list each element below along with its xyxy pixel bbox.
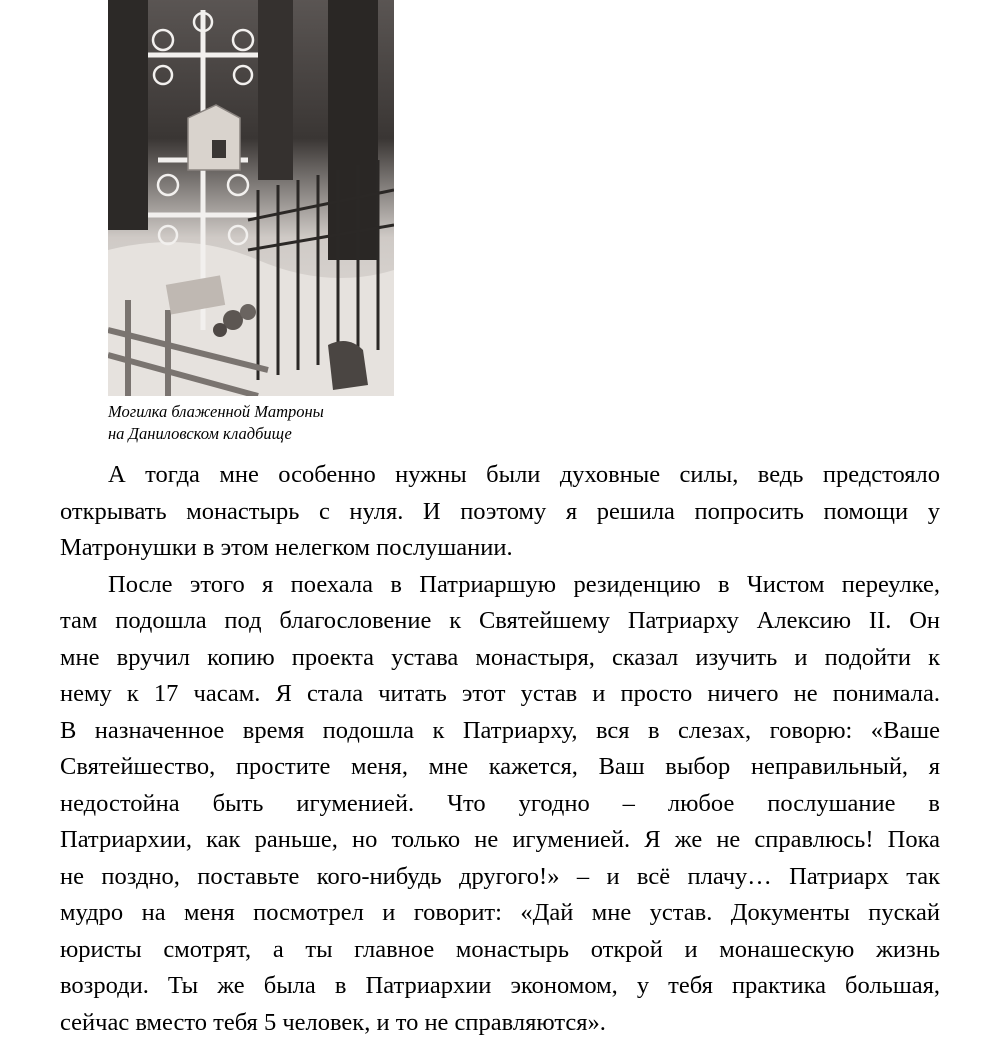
text-line: возроди. Ты же была в Патриархии экономом, у тебя практика большая, bbox=[60, 968, 940, 1005]
text-line: сейчас вместо тебя 5 человек, и то не справляются». bbox=[60, 1005, 940, 1041]
text-line: Патриархии, как раньше, но только не игуменией. Я же не справлюсь! Пока bbox=[60, 822, 940, 859]
text-line: А тогда мне особенно нужны были духовные силы, ведь предстояло bbox=[60, 457, 940, 494]
text-line: не поздно, поставьте кого-нибудь другого!» – и всё плачу… Патриарх так bbox=[60, 859, 940, 896]
text-line: Матронушки в этом нелегком послушании. bbox=[60, 530, 940, 567]
text-line: недостойна быть игуменией. Что угодно – любое послушание в bbox=[60, 786, 940, 823]
text-line: нему к 17 часам. Я стала читать этот устав и просто ничего не понимала. bbox=[60, 676, 940, 713]
body-text bbox=[60, 457, 940, 1041]
text-line: мне вручил копию проекта устава монастыря, сказал изучить и подойти к bbox=[60, 640, 940, 677]
text-line: После этого я поехала в Патриаршую резиденцию в Чистом переулке, bbox=[60, 567, 940, 604]
text-line: юристы смотрят, а ты главное монастырь открой и монашескую жизнь bbox=[60, 932, 940, 969]
photo-caption bbox=[108, 401, 508, 445]
text-line: мудро на меня посмотрел и говорит: «Дай мне устав. Документы пускай bbox=[60, 895, 940, 932]
text-line: там подошла под благословение к Святейшему Патриарху Алексию II. Он bbox=[60, 603, 940, 640]
grave-photo bbox=[108, 0, 394, 396]
caption-line: на Даниловском кладбище bbox=[108, 423, 508, 445]
caption-line: Могилка блаженной Матроны bbox=[108, 401, 508, 423]
text-line: Святейшество, простите меня, мне кажется, Ваш выбор неправильный, я bbox=[60, 749, 940, 786]
paragraph bbox=[60, 567, 940, 1041]
text-line: открывать монастырь с нуля. И поэтому я решила попросить помощи у bbox=[60, 494, 940, 531]
paragraph bbox=[60, 457, 940, 567]
grave-photo-illustration bbox=[108, 0, 394, 396]
text-line: В назначенное время подошла к Патриарху, вся в слезах, говорю: «Ваше bbox=[60, 713, 940, 750]
